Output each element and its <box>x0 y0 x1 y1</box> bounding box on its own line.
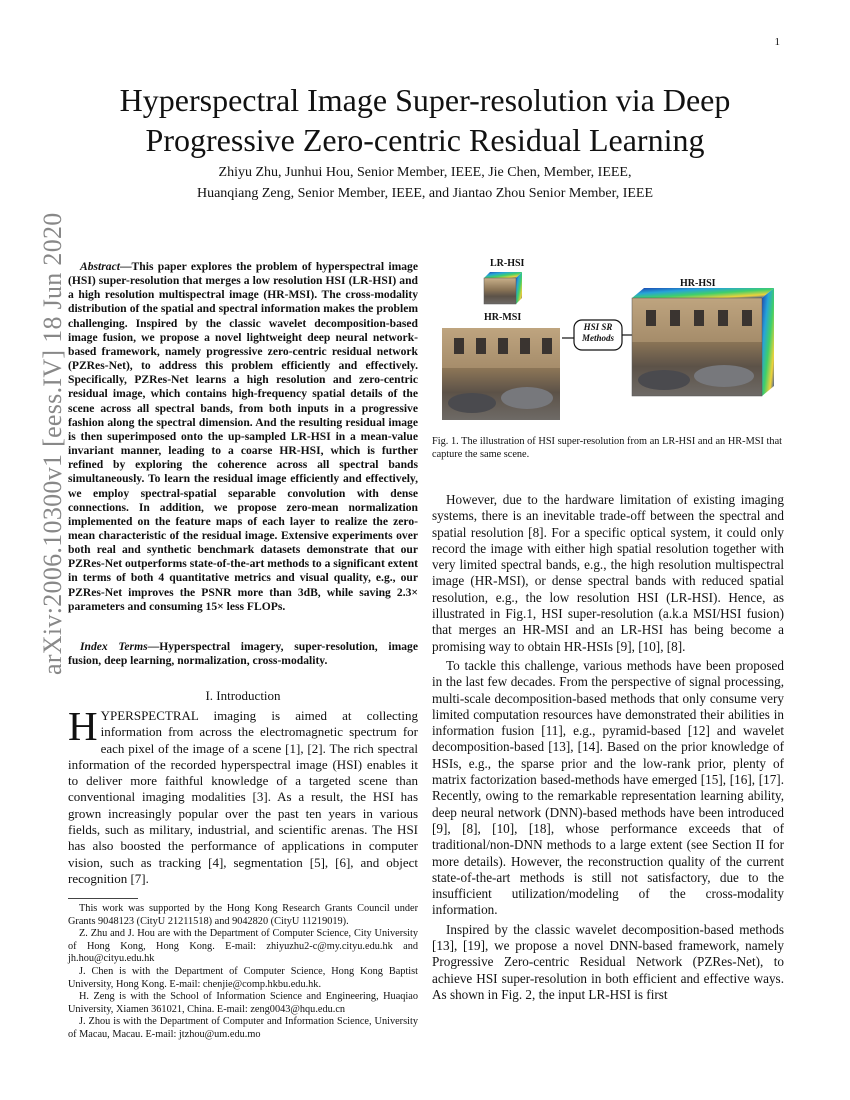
method-label: HSI SR Methods <box>581 322 614 343</box>
lr-hsi-cube <box>484 272 522 304</box>
footnote: H. Zeng is with the School of Information Science and Engineering, Huaqiao University, Xiamen 361021, China. E-mail: zeng0043@hqu.edu.cn <box>68 991 418 1015</box>
introduction-text: YPERSPECTRAL imaging is aimed at collecting information from across the electromagnetic spectrum for each pixel of the image of a scene [1], [2]. The rich spectral information of the recorded hyperspectral image (HSI) enables it to deliver more faithful knowledge of a targeted scene than conventional imaging modalities [3]. As a result, the HSI has grown increasingly popular over the past ten years in various fields, such as military, industrial, and scientific arenas. The HSI has also boosted the performance of applications in computer vision, such as tracking [4], segmentation [5], [6], and object recognition [7]. <box>68 708 418 886</box>
footnote: J. Chen is with the Department of Computer Science, Hong Kong Baptist University, Hong Kong. E-mail: chenjie@comp.hkbu.edu.hk. <box>68 965 418 990</box>
index-terms-text: Hyperspectral imagery, super-resolution, image fusion, deep learning, normalization, cross-modality. <box>68 640 418 668</box>
footnote: J. Zhou is with the Department of Computer and Information Science, University of Macau, Macau. E-mail: jtzhou@um.edu.mo <box>68 1016 418 1040</box>
body-paragraph: Inspired by the classic wavelet decomposition-based methods [13], [19], we propose a novel DNN-based framework, namely Progressive Zero-centric Residual Network (PZRes-Net), to achieve HSI super-resolution in both efficient and effective ways. As shown in Fig. 2, the input LR-HSI is first <box>432 921 784 1002</box>
hr-msi-label: HR-MSI <box>484 312 522 323</box>
abstract: Abstract—This paper explores the problem of hyperspectral image (HSI) super-resolution that merges a low resolution HSI (LR-HSI) and a high resolution multispectral image (HR-MSI). The cross-modality distribution of the spatial and spectral information makes the problem challenging. Inspired by the classic wavelet decomposition-based image fusion, we propose a novel lightweight deep neural network-based framework, namely progressive zero-centric residual network (PZRes-Net), to address this problem efficiently and effectively. Specifically, PZRes-Net learns a high resolution and zero-centric residual image, which contains high-frequency spatial details of the scene across all spectral bands, from both inputs in a progressive fashion along the spectral dimension. And the resulting residual image is then superimposed onto the up-sampled LR-HSI in a mean-value invariant manner, leading to a coarse HR-HSI, which is further refined by exploring the coherence across all spectral bands simultaneously. To learn the residual image efficiently and effectively, we employ spectral-spatial separable convolution with dense connections. In addition, we propose zero-mean normalization implemented on the feature maps of each layer to realize the zero-mean characteristic of the residual image. Extensive experiments over both real and synthetic benchmark datasets demonstrate that our PZRes-Net outperforms state-of-the-art methods to a significant extent in terms of both 4 quantitative metrics and visual quality, e.g., our PZRes-Net improves the PSNR more than 3dB, while saving 2.3× parameters and consuming 15× less FLOPs. <box>68 260 418 613</box>
lr-hsi-label: LR-HSI <box>490 258 525 269</box>
hr-hsi-label: HR-HSI <box>680 278 716 289</box>
page-number: 1 <box>774 36 780 48</box>
drop-cap: H <box>68 703 98 749</box>
abstract-label: Abstract <box>80 260 120 273</box>
footnote: Z. Zhu and J. Hou are with the Department of Computer Science, City University of Hong Kong, Hong Kong. E-mail: zhiyuzhu2-c@my.cityu.edu.hk and jh.hou@cityu.edu.hk <box>68 928 418 965</box>
body-paragraph: To tackle this challenge, various methods have been proposed in the last few decades. From the perspective of signal processing, multi-scale decomposition-based methods that only consume very limited computation resources have demonstrated their abilities in information fusion [11], e.g., pyramid-based [12] and wavelet decomposition-based [13], [14]. Based on the prior knowledge of HSIs, e.g., the sparse prior and the low-rank prior, plenty of matrix factorization based-methods have emerged [15], [16], [17]. Recently, owing to the remarkable representation learning ability, deep neural network (DNN)-based methods have been introduced [9], [8], [10], [18], whose performance exceeds that of traditional/non-DNN methods to a large extent (see Section II for more details). However, the reconstruction quality of the current state-of-the-art methods is still not satisfactory, due to the insufficient utilization/modeling of the cross-modality information. <box>432 657 784 918</box>
abstract-text: This paper explores the problem of hyperspectral image (HSI) super-resolution that merges a low resolution HSI (LR-HSI) and a high resolution multispectral image (HR-MSI). The cross-modality distribution of the spatial and spectral information makes the problem challenging. Inspired by the classic wavelet decomposition-based image fusion, we propose a novel lightweight deep neural network-based framework, namely progressive zero-centric residual network (PZRes-Net), to address this problem efficiently and effectively. Specifically, PZRes-Net learns a high resolution and zero-centric residual image, which contains high-frequency spatial details of the scene across all spectral bands, from both inputs in a progressive fashion along the spectral dimension. And the resulting residual image is then superimposed onto the up-sampled LR-HSI in a mean-value invariant manner, leading to a coarse HR-HSI, which is further refined by exploring the coherence across all spectral bands simultaneously. To learn the residual image efficiently and effectively, we employ spectral-spatial separable convolution with dense connections. In addition, we propose zero-mean normalization implemented on the feature maps of each layer to realize the zero-mean characteristic of the residual image. Extensive experiments over both real and synthetic benchmark datasets demonstrate that our PZRes-Net outperforms state-of-the-art methods to a significant extent in terms of both 4 quantitative metrics and visual quality, e.g., our PZRes-Net improves the PSNR more than 3dB, while saving 2.3× parameters and consuming 15× less FLOPs. <box>68 260 418 613</box>
arxiv-identifier[interactable]: arXiv:2006.10300v1 [eess.IV] 18 Jun 2020 <box>38 212 67 675</box>
body-paragraph: However, due to the hardware limitation of existing imaging systems, there is an inevitable trade-off between the spectral and spatial resolution [8]. For a specific optical system, it could only record the image with either high spatial resolution together with very limited spectral bands, e.g., the high resolution multispectral image (HR-MSI), or dense spectral bands with reduced spatial resolution, e.g., the low resolution HSI (LR-HSI). Hence, as illustrated in Fig.1, HSI super-resolution (a.k.a MSI/HSI fusion) that merges an HR-MSI and an LR-HSI has being become a promising way to obtain HR-HSIs [9], [10], [8]. <box>432 492 784 654</box>
author-list <box>60 162 790 204</box>
hr-hsi-cube <box>632 288 774 396</box>
paper-title: Hyperspectral Image Super-resolution via Deep Progressive Zero-centric Residual Learning <box>119 82 731 158</box>
author-line-2: Huanqiang Zeng, Senior Member, IEEE, and Jiantao Zhou Senior Member, IEEE <box>196 186 654 201</box>
figure-1 <box>432 258 782 428</box>
index-terms-label: Index Terms <box>80 640 148 653</box>
section-heading: I. Introduction <box>205 688 281 703</box>
right-column-text <box>432 492 784 1006</box>
footnotes <box>68 903 418 1042</box>
index-terms: Index Terms—Hyperspectral imagery, super-resolution, image fusion, deep learning, normalization, cross-modality. <box>68 640 418 668</box>
figure-caption: Fig. 1. The illustration of HSI super-resolution from an LR-HSI and an HR-MSI that capture the same scene. <box>432 436 782 460</box>
footnote: This work was supported by the Hong Kong Research Grants Council under Grants 9048123 (CityU 21211518) and 9042820 (CityU 11219019). <box>68 903 418 927</box>
introduction-paragraph <box>68 703 418 887</box>
author-line-1: Zhiyu Zhu, Junhui Hou, Senior Member, IEEE, Jie Chen, Member, IEEE, <box>218 165 632 180</box>
footnote-rule <box>68 898 138 899</box>
hr-msi-image <box>442 328 560 420</box>
